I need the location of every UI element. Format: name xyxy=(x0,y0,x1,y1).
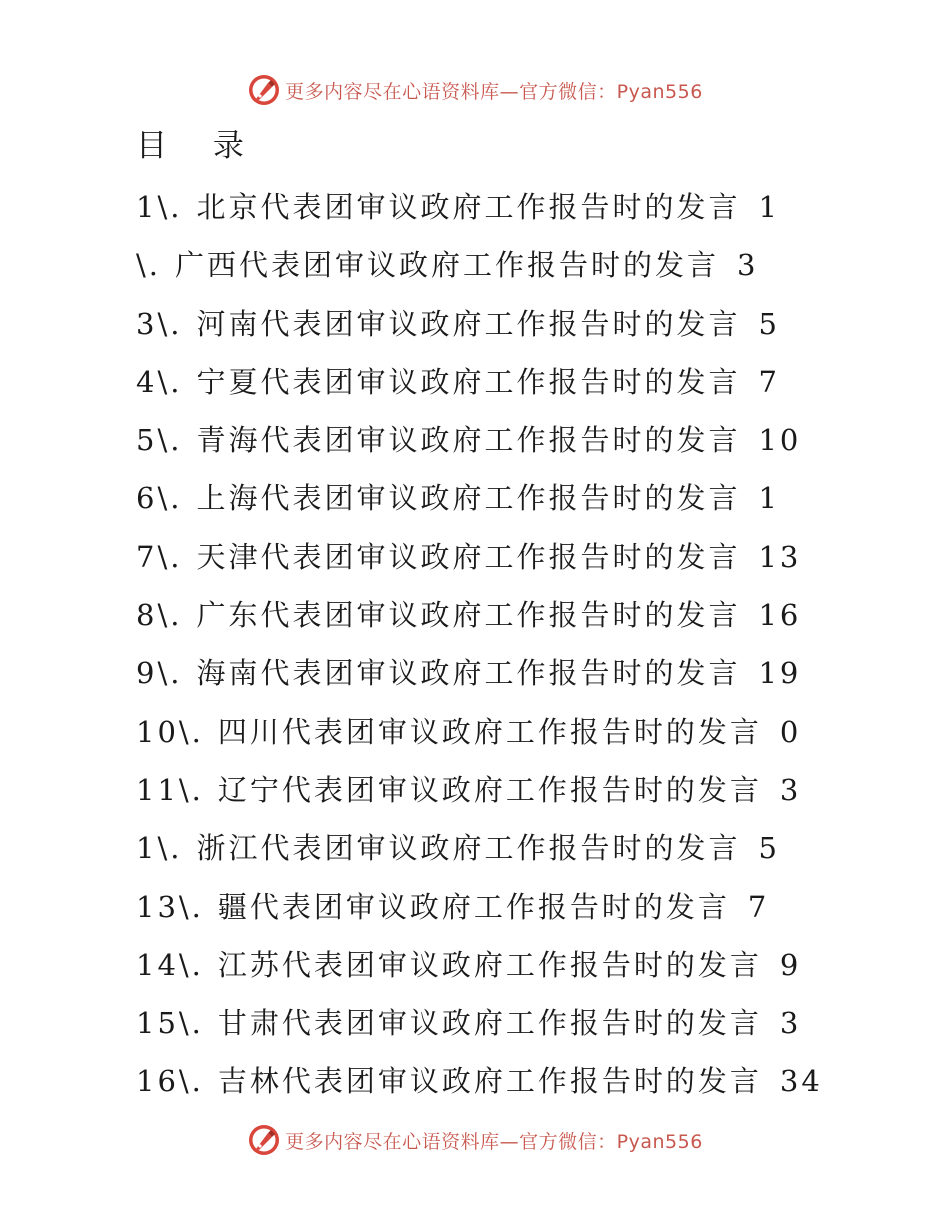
toc-entry-number: 5\. xyxy=(136,423,183,458)
toc-entry-number: 6\. xyxy=(136,481,183,516)
toc-entry-page: 5 xyxy=(758,831,780,866)
toc-entry-number: 7\. xyxy=(136,539,183,574)
toc-entry[interactable] xyxy=(136,355,823,413)
pen-nib-logo-icon xyxy=(247,73,281,107)
toc-entry[interactable] xyxy=(136,471,823,529)
toc-entry-number: 3\. xyxy=(136,306,183,341)
toc-entry[interactable] xyxy=(136,297,823,355)
toc-list xyxy=(136,180,823,1113)
toc-entry-page: 0 xyxy=(779,714,802,749)
toc-entry-title: 浙江代表团审议政府工作报告时的发言 xyxy=(196,831,741,866)
toc-entry-number: 8\. xyxy=(136,598,183,633)
toc-entry-page: 1 xyxy=(758,190,780,224)
toc-entry[interactable] xyxy=(136,588,823,646)
toc-entry-page: 3 xyxy=(779,1006,802,1041)
toc-entry-title: 广东代表团审议政府工作报告时的发言 xyxy=(196,598,741,633)
header-banner xyxy=(0,70,950,110)
toc-entry-title: 河南代表团审议政府工作报告时的发言 xyxy=(196,306,741,341)
toc-entry-title: 青海代表团审议政府工作报告时的发言 xyxy=(196,423,741,458)
footer-banner xyxy=(0,1120,950,1160)
toc-entry-page: 7 xyxy=(747,889,770,924)
toc-entry[interactable] xyxy=(136,646,823,704)
toc-entry[interactable] xyxy=(136,238,823,296)
toc-entry[interactable] xyxy=(136,705,823,763)
toc-entry-number: 14\. xyxy=(136,947,204,982)
toc-entry-page: 10 xyxy=(758,423,802,458)
toc-entry-number: 11\. xyxy=(136,772,204,807)
toc-entry-number: \. xyxy=(136,248,161,283)
toc-entry-page: 1 xyxy=(758,481,780,516)
toc-entry-number: 15\. xyxy=(136,1006,204,1041)
toc-entry-title: 甘肃代表团审议政府工作报告时的发言 xyxy=(217,1006,762,1041)
toc-entry-number: 13\. xyxy=(136,889,204,924)
toc-entry[interactable] xyxy=(136,413,823,471)
toc-entry-title: 天津代表团审议政府工作报告时的发言 xyxy=(196,539,741,574)
toc-entry-title: 辽宁代表团审议政府工作报告时的发言 xyxy=(217,772,762,807)
toc-entry-title: 四川代表团审议政府工作报告时的发言 xyxy=(217,714,762,749)
toc-entry-number: 1\. xyxy=(136,190,183,224)
banner-text: 更多内容尽在心语资料库—官方微信：Pyan556 xyxy=(285,80,703,103)
toc-entry-title: 北京代表团审议政府工作报告时的发言 xyxy=(196,190,741,224)
toc-entry-page: 7 xyxy=(758,364,780,399)
toc-entry-title: 广西代表团审议政府工作报告时的发言 xyxy=(175,248,720,283)
toc-entry[interactable] xyxy=(136,1054,823,1112)
toc-entry-number: 16\. xyxy=(136,1064,204,1099)
toc-entry-page: 16 xyxy=(758,598,802,633)
toc-entry-title: 宁夏代表团审议政府工作报告时的发言 xyxy=(196,364,741,399)
toc-entry-title: 吉林代表团审议政府工作报告时的发言 xyxy=(217,1064,762,1099)
toc-entry-page: 34 xyxy=(779,1064,823,1099)
toc-entry[interactable] xyxy=(136,821,823,879)
toc-entry-page: 9 xyxy=(779,947,802,982)
toc-entry[interactable] xyxy=(136,938,823,996)
toc-entry-title: 江苏代表团审议政府工作报告时的发言 xyxy=(217,947,762,982)
toc-entry[interactable] xyxy=(136,763,823,821)
banner-text: 更多内容尽在心语资料库—官方微信：Pyan556 xyxy=(285,1130,703,1153)
toc-entry-number: 10\. xyxy=(136,714,204,749)
toc-entry-page: 3 xyxy=(779,772,802,807)
toc-entry[interactable] xyxy=(136,996,823,1054)
toc-entry-title: 上海代表团审议政府工作报告时的发言 xyxy=(196,481,741,516)
toc-entry[interactable] xyxy=(136,180,823,238)
toc-entry-number: 1\. xyxy=(136,831,183,866)
toc-entry[interactable] xyxy=(136,880,823,938)
toc-entry-title: 海南代表团审议政府工作报告时的发言 xyxy=(196,656,741,691)
toc-entry-number: 9\. xyxy=(136,656,183,691)
toc-entry-number: 4\. xyxy=(136,364,183,399)
toc-entry-page: 5 xyxy=(758,306,780,341)
toc-entry-page: 3 xyxy=(737,248,759,283)
toc-entry-page: 13 xyxy=(758,539,802,574)
pen-nib-logo-icon xyxy=(247,1123,281,1157)
toc-entry[interactable] xyxy=(136,530,823,588)
toc-title: 目 录 xyxy=(136,128,262,164)
toc-entry-page: 19 xyxy=(758,656,802,691)
toc-entry-title: 疆代表团审议政府工作报告时的发言 xyxy=(217,889,730,924)
